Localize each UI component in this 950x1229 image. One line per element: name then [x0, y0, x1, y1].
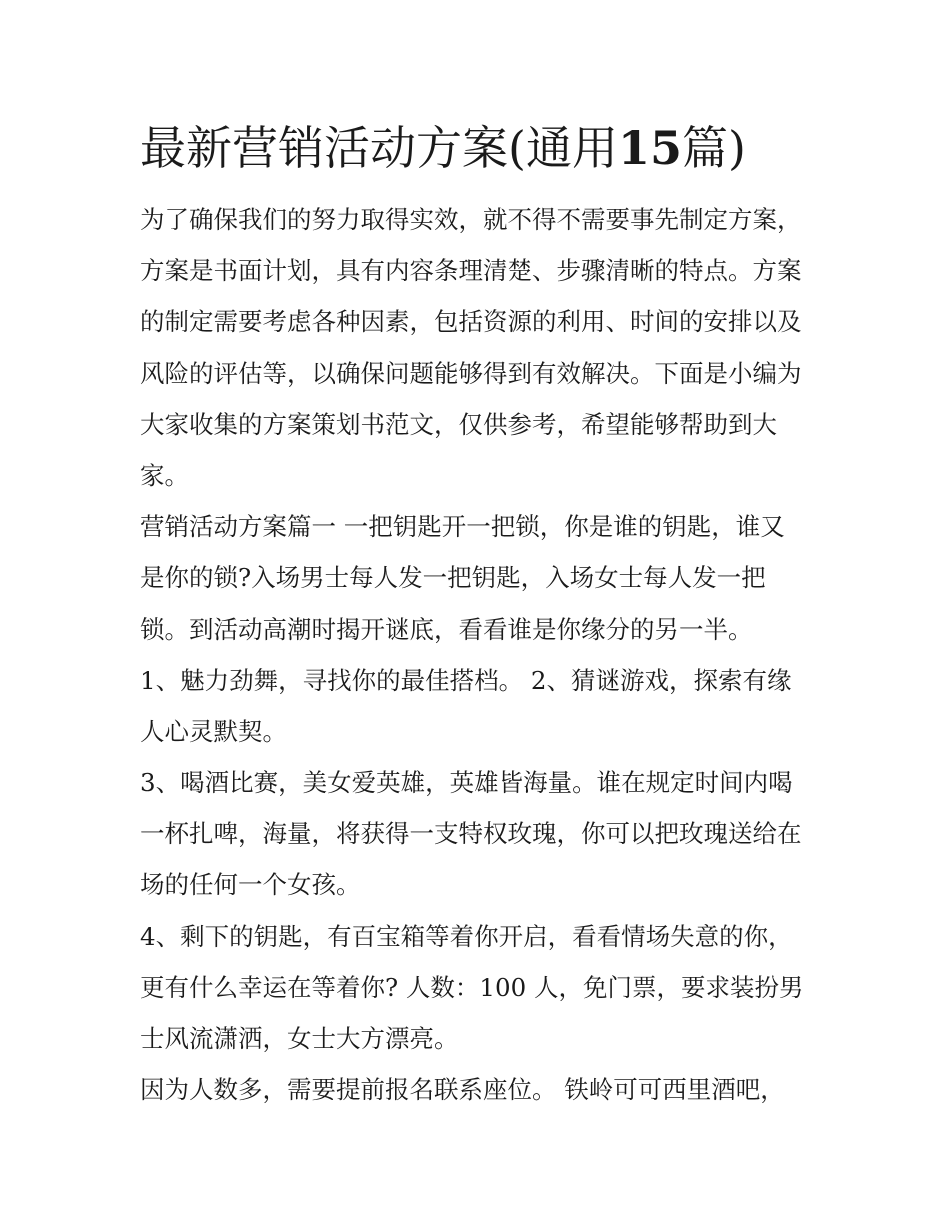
paragraph-line: 方案是书面计划，具有内容条理清楚、步骤清晰的特点。方案 [140, 256, 802, 286]
title-suffix: 篇) [681, 121, 746, 175]
paragraph [140, 757, 820, 911]
paragraph [140, 911, 820, 1065]
paragraph-line: 锁。到活动高潮时揭开谜底，看看谁是你缘分的另一半。 [140, 614, 753, 644]
paragraph [140, 1064, 820, 1115]
paragraph-line: 营销活动方案篇一 一把钥匙开一把锁，你是谁的钥匙，谁又 [140, 512, 785, 542]
paragraph-line: 因为人数多，需要提前报名联系座位。 铁岭可可西里酒吧， [140, 1075, 785, 1105]
paragraph-line: 大家收集的方案策划书范文，仅供参考，希望能够帮助到大 [140, 409, 777, 439]
document-body [140, 194, 820, 1115]
title-number: 15 [617, 121, 682, 175]
paragraph-line: 3、喝酒比赛，美女爱英雄，英雄皆海量。谁在规定时间内喝 [140, 768, 793, 798]
paragraph-line: 为了确保我们的努力取得实效，就不得不需要事先制定方案， [140, 205, 802, 234]
paragraph-line: 1、魅力劲舞，寻找你的最佳搭档。 2、猜谜游戏，探索有缘 [140, 665, 792, 695]
paragraph-line: 场的任何一个女孩。 [140, 870, 361, 900]
paragraph-line: 一杯扎啤，海量，将获得一支特权玫瑰，你可以把玫瑰送给在 [140, 819, 802, 849]
paragraph-line: 4、剩下的钥匙，有百宝箱等着你开启，看看情场失意的你， [140, 921, 793, 951]
paragraph-line: 人心灵默契。 [140, 716, 287, 746]
paragraph-line: 士风流潇洒，女士大方漂亮。 [140, 1024, 459, 1053]
paragraph-line: 的制定需要考虑各种因素，包括资源的利用、时间的安排以及 [140, 307, 802, 337]
document-title [140, 118, 840, 178]
paragraph-line: 是你的锁?入场男士每人发一把钥匙，入场女士每人发一把 [140, 563, 766, 593]
paragraph [140, 501, 820, 655]
paragraph-line: 风险的评估等，以确保问题能够得到有效解决。下面是小编为 [140, 358, 802, 388]
title-prefix: 最新营销活动方案(通用 [140, 121, 618, 175]
paragraph [140, 194, 820, 501]
paragraph [140, 655, 820, 757]
paragraph-line: 更有什么幸运在等着你? 人数：100 人，免门票，要求装扮男 [140, 972, 804, 1002]
paragraph-line: 家。 [140, 460, 189, 490]
